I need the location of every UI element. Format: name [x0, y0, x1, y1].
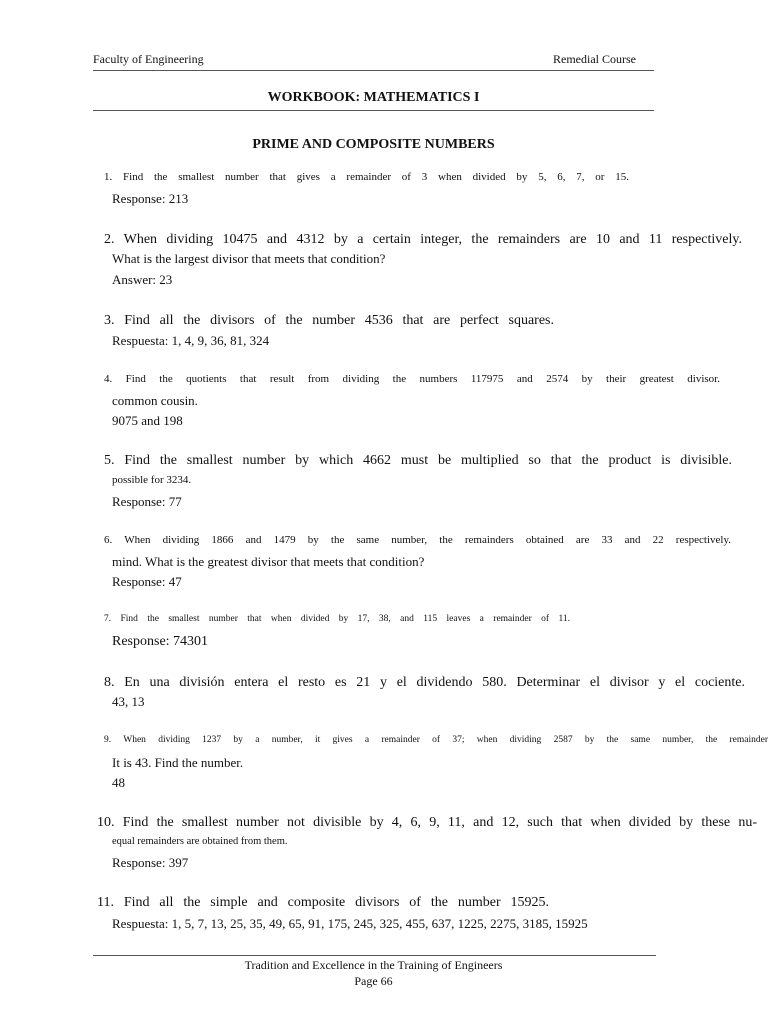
- problem-7-answer: Response: 74301: [112, 634, 209, 649]
- header-faculty: Faculty of Engineering: [93, 52, 204, 66]
- problem-4-question: 4. Find the quotients that result from dividing the numbers 117975 and 2574 by their greatest divisor.: [104, 373, 720, 385]
- problem-5-question: 5. Find the smallest number by which 4662 must be multiplied so that the product is divisible.: [104, 453, 732, 468]
- section-title: PRIME AND COMPOSITE NUMBERS: [252, 137, 495, 152]
- page-number: Page 66: [354, 974, 393, 988]
- problem-7-question: 7. Find the smallest number that when divided by 17, 38, and 115 leaves a remainder of 11.: [104, 614, 570, 624]
- problem-4-question-cont: common cousin.: [112, 393, 198, 408]
- problem-11-answer: Respuesta: 1, 5, 7, 13, 25, 35, 49, 65, 91, 175, 245, 325, 455, 637, 1225, 2275, 3185, 15925: [112, 916, 588, 931]
- problem-3-question: 3. Find all the divisors of the number 4536 that are perfect squares.: [104, 313, 554, 328]
- header-rule-top: [93, 70, 654, 71]
- problem-2-question: 2. When dividing 10475 and 4312 by a certain integer, the remainders are 10 and 11 respectively.: [104, 232, 742, 247]
- problem-3-answer: Respuesta: 1, 4, 9, 36, 81, 324: [112, 333, 270, 348]
- header-course: Remedial Course: [553, 52, 636, 66]
- problem-9-answer: 48: [112, 775, 125, 790]
- problem-2-question-cont: What is the largest divisor that meets that condition?: [112, 251, 386, 266]
- problem-5-question-cont: possible for 3234.: [112, 474, 192, 486]
- problem-2-answer: Answer: 23: [112, 272, 173, 287]
- problem-10-answer: Response: 397: [112, 855, 189, 870]
- problem-6-question-cont: mind. What is the greatest divisor that meets that condition?: [112, 554, 425, 569]
- problem-10-question-cont: equal remainders are obtained from them.: [112, 836, 288, 847]
- problem-6-answer: Response: 47: [112, 574, 182, 589]
- problem-10-question: 10. Find the smallest number not divisible by 4, 6, 9, 11, and 12, such that when divided by these nu-: [97, 815, 757, 830]
- footer-tagline: Tradition and Excellence in the Training of Engineers: [244, 958, 503, 972]
- problem-11-question: 11. Find all the simple and composite divisors of the number 15925.: [97, 895, 549, 910]
- footer-rule: [93, 955, 656, 956]
- problem-8-answer: 43, 13: [112, 694, 145, 709]
- problem-9-question-cont: It is 43. Find the number.: [112, 755, 244, 770]
- problem-5-answer: Response: 77: [112, 494, 182, 509]
- problem-8-question: 8. En una división entera el resto es 21 y el dividendo 580. Determinar el divisor y el cociente.: [104, 675, 745, 690]
- problem-6-question: 6. When dividing 1866 and 1479 by the same number, the remainders obtained are 33 and 22 respectively.: [104, 534, 731, 546]
- workbook-title: WORKBOOK: MATHEMATICS I: [267, 90, 480, 105]
- problem-1-question: 1. Find the smallest number that gives a remainder of 3 when divided by 5, 6, 7, or 15.: [104, 171, 629, 183]
- problem-4-answer: 9075 and 198: [112, 413, 183, 428]
- problem-9-question: 9. When dividing 1237 by a number, it gives a remainder of 37; when dividing 2587 by the same number, the remainder: [104, 735, 768, 745]
- header-rule-bottom: [93, 110, 654, 111]
- problem-1-answer: Response: 213: [112, 191, 189, 206]
